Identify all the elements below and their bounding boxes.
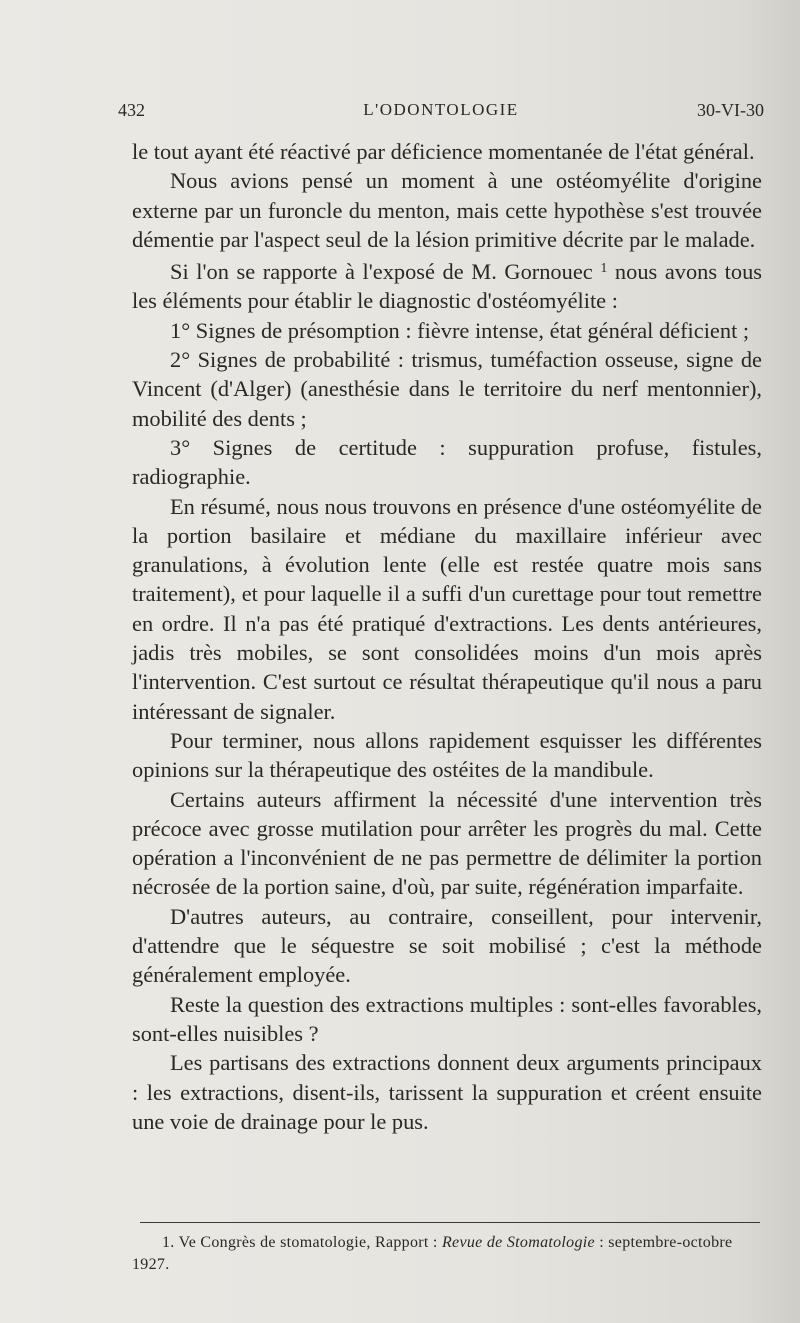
paragraph: D'autres auteurs, au contraire, conseillent, pour intervenir, d'attendre que le séquestre se soit mobilisé ; c'est la méthode généralement employée. [132, 903, 762, 988]
list-item: 1° Signes de présomption : fièvre intense, état général déficient ; [170, 317, 750, 343]
paragraph-text: nous avons tous les éléments pour établir le diagnostic d'ostéomyélite : [132, 259, 762, 314]
paragraph: Certains auteurs affirment la nécessité d'une intervention très précoce avec grosse mutilation pour arrêter les progrès du mal. Cette opération a l'inconvénient de ne pas permettre de délimiter la portion nécrosée de la portion saine, d'où, par suite, régénération imparfaite. [132, 786, 762, 900]
paragraph: Les partisans des extractions donnent deux arguments principaux : les extractions, disent-ils, tarissent la suppuration et créent ensuite une voie de drainage pour le pus. [132, 1050, 762, 1134]
footnote-rule [140, 1222, 760, 1223]
list-item: 3° Signes de certitude : suppuration profuse, fistules, radiographie. [132, 434, 762, 490]
paragraph [132, 254, 762, 316]
footnote-journal: Revue de Stomatologie [441, 1234, 595, 1251]
body-text [132, 137, 762, 1136]
page-header [118, 100, 764, 128]
footnote-marker: 1 [600, 261, 608, 277]
paragraph-text: Si l'on se rapporte à l'exposé de M. Gornouec [170, 259, 593, 285]
paragraph: Nous avions pensé un moment à une ostéomyélite d'origine externe par un furoncle du menton, mais cette hypothèse s'est trouvée démentie par l'aspect seul de la lésion primitive décrite par le malade. [132, 168, 762, 252]
page-number: 432 [118, 100, 145, 120]
footnote-text: 1. Ve Congrès de stomatologie, Rapport : [162, 1234, 438, 1251]
paragraph: En résumé, nous nous trouvons en présence d'une ostéomyélite de la portion basilaire et médiane du maxillaire inférieur avec granulations, à évolution lente (elle est restée quatre mois sans traitement), et pour laquelle il a suffi d'un curettage pour tout remettre en ordre. Il n'a pas été pratiqué d'extractions. Les dents antérieures, jadis très mobiles, se sont consolidées moins d'un mois après l'intervention. C'est surtout ce résultat thérapeutique qu'il nous a paru intéressant de signaler. [132, 493, 762, 724]
running-title: L'ODONTOLOGIE [363, 100, 519, 119]
header-date: 30-VI-30 [697, 100, 764, 120]
paragraph: Reste la question des extractions multiples : sont-elles favorables, sont-elles nuisibles ? [132, 991, 762, 1046]
list-item: 2° Signes de probabilité : trismus, tuméfaction osseuse, signe de Vincent (d'Alger) (anesthésie dans le territoire du nerf mentonnier), mobilité des dents ; [132, 347, 762, 431]
footnote [132, 1232, 762, 1276]
paragraph: Pour terminer, nous allons rapidement esquisser les différentes opinions sur la thérapeutique des ostéites de la mandibule. [132, 727, 762, 783]
paragraph: le tout ayant été réactivé par déficience momentanée de l'état général. [132, 139, 755, 164]
footnote-text: : septembre-octobre 1927. [132, 1234, 733, 1273]
